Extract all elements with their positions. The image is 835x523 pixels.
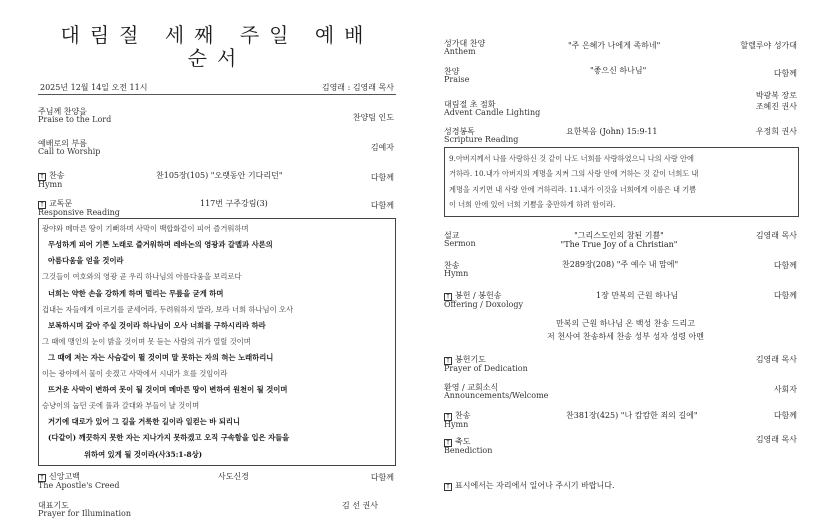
item-leader: 우정희 권사: [755, 127, 797, 136]
item-leader: 찬양팀 인도: [352, 113, 394, 123]
sermon-title: [536, 231, 702, 249]
date-line: [38, 83, 396, 95]
item-leader: 다함께: [773, 410, 797, 420]
stand-mark-icon: †: [444, 413, 452, 421]
item-detail: 찬289장(208) "주 예수 내 맘에": [562, 259, 679, 269]
item-ko-label: 대림절 초 점화: [444, 100, 496, 109]
reading-line: 위하여 있게 될 것이라(사35:1-8상): [84, 449, 203, 459]
order-item-advent-candle: [444, 93, 799, 121]
reading-line: (다같이) 깨끗하지 못한 자는 지나가지 못하겠고 오직 구속함을 입은 자들을: [48, 433, 290, 443]
item-leader-2: 조혜진 권사: [755, 102, 797, 111]
item-en-label: Announcements/Welcome: [444, 390, 549, 400]
order-item-call-to-worship: [38, 139, 396, 163]
item-en-label: Praise to the Lord: [38, 115, 112, 125]
stand-mark-icon: †: [444, 357, 452, 365]
scripture-line: 계명을 지키면 내 사랑 안에 거하리라. 11.내가 이것을 너희에게 이름은 내 기쁨: [449, 184, 697, 194]
item-detail: 요한복음 (John) 15:9-11: [566, 127, 658, 136]
item-leader: 다함께: [370, 201, 394, 211]
item-detail: 찬105장(105) "오랫동안 기다리던": [156, 171, 283, 181]
preacher-line: 김영래 : 김영래 목사: [321, 83, 394, 92]
reading-line: 아름다움을 얻을 것이라: [48, 256, 124, 266]
item-detail: 1장 만복의 근원 하나님: [596, 290, 679, 300]
item-leader: 할렐루야 성가대: [740, 41, 797, 50]
responsive-reading-box: [38, 218, 396, 465]
item-leader: 다함께: [773, 69, 797, 78]
item-detail: "주 은혜가 나에게 족하네": [568, 41, 661, 50]
item-en-label: Scripture Reading: [444, 135, 519, 145]
stand-mark-icon: †: [38, 173, 46, 181]
reading-line: 거기에 대로가 있어 그 길을 거룩한 길이라 일컫는 바 되리니: [48, 417, 241, 427]
item-detail: 찬381장(425) "나 캄캄한 죄의 길에": [566, 410, 698, 420]
reading-line: 그 때에 저는 자는 사슴같이 뛸 것이며 말 못하는 자의 혀는 노래하리니: [48, 352, 274, 362]
stand-mark-icon: †: [444, 483, 452, 491]
item-ko-label: 봉헌기도: [455, 354, 486, 364]
preacher-name: 김영래 목사: [352, 83, 394, 92]
order-item-benediction: [444, 434, 799, 459]
item-en-label: Advent Candle Lighting: [444, 108, 541, 118]
sermon-title-ko: "그리스도인의 참된 기쁨": [574, 230, 664, 240]
item-en-label: Prayer for Illumination: [38, 508, 131, 518]
doxology-line: 저 천사여 찬송하세 찬송 성부 성자 성령 아멘: [547, 331, 704, 341]
stand-mark-icon: †: [444, 439, 452, 447]
item-leader: 다함께: [773, 290, 797, 300]
item-en-label: Praise: [444, 75, 470, 85]
item-detail: 사도신경: [218, 471, 249, 481]
item-ko-label: 봉헌 / 봉헌송: [455, 290, 502, 300]
item-en-label: Benediction: [444, 445, 493, 455]
bulletin-title: 대림절 세째 주일 예배 순서: [60, 23, 374, 70]
item-ko-label: 예배로의 부름: [38, 139, 87, 149]
item-en-label: Hymn: [444, 419, 469, 429]
order-item-praise-song: [444, 67, 799, 93]
item-ko-label: 찬송: [49, 171, 65, 181]
item-leader: 김예자: [370, 143, 394, 153]
item-ko-label: 찬송: [444, 260, 460, 270]
reading-line: 광야와 메마른 땅이 기뻐하며 사막이 백합화같이 피어 즐거워하며: [42, 224, 249, 234]
item-en-label: Offering / Doxology: [444, 299, 523, 309]
scripture-line: 거하라. 10.내가 아버지의 계명을 지켜 그의 사랑 안에 거하는 것 같이 너희도 내: [449, 169, 699, 179]
item-leader: 김영래 목사: [755, 354, 797, 364]
item-en-label: Prayer of Dedication: [444, 363, 528, 373]
item-leader: 다함께: [370, 173, 394, 183]
item-ko-label: 주님께 찬양을: [38, 107, 87, 117]
scripture-line: 9.아버지께서 나를 사랑하신 것 같이 나도 너희를 사랑하였으니 나의 사랑 안에: [449, 154, 694, 163]
doxology-lyrics: [444, 317, 799, 343]
reading-line: 승냥이의 눕던 곳에 풀과 갈대와 부들이 날 것이며: [42, 401, 200, 411]
item-ko-label: 신앙고백: [49, 471, 80, 481]
stand-mark-icon: †: [38, 201, 46, 209]
order-item-hymn-2: [444, 261, 799, 283]
footer-note-text: 표시에서는 자리에서 일어나 주시기 바랍니다.: [455, 480, 615, 490]
item-ko-label: 설교: [444, 230, 460, 240]
item-ko-label: 성가대 찬양: [444, 39, 486, 48]
service-date: 2025년 12월 14일 오전 11시: [40, 83, 148, 92]
item-en-label: Hymn: [38, 180, 63, 190]
right-column: [444, 0, 799, 491]
doxology-line: 만복의 근원 하나님 온 백성 찬송 드리고: [556, 318, 695, 328]
item-en-label: Sermon: [444, 238, 476, 248]
item-en-label: Call to Worship: [38, 147, 101, 157]
item-leader: 사회자: [773, 384, 797, 394]
stand-mark-icon: †: [38, 474, 46, 482]
order-item-hymn-1: [38, 171, 396, 195]
reading-line: 이는 광야에서 물이 솟겠고 사막에서 시내가 흐를 것임이라: [42, 369, 228, 379]
item-ko-label: 찬송: [455, 410, 471, 420]
scripture-line: 이 너희 안에 있어 너희 기쁨을 충만하게 하려 함이라.: [449, 200, 616, 210]
left-column: [38, 0, 396, 523]
order-item-praise: [38, 107, 396, 131]
item-ko-label: 찬양: [444, 67, 460, 76]
item-ko-label: 교독문: [49, 199, 73, 209]
item-en-label: The Apostle's Creed: [38, 480, 120, 490]
order-item-announcements: [444, 383, 799, 405]
order-item-scripture: [444, 127, 799, 147]
order-item-prayer: [38, 501, 396, 523]
item-ko-label: 성경봉독: [444, 127, 475, 136]
sermon-title-en: "The True Joy of a Christian": [560, 239, 678, 249]
item-leader: 김 선 권사: [342, 500, 378, 510]
order-item-hymn-3: [444, 411, 799, 433]
item-detail: "좋으신 하나님": [590, 66, 647, 75]
item-detail: 117번 구주강림(3): [200, 199, 268, 209]
item-ko-label: 축도: [455, 436, 471, 446]
item-leader: 박광복 장로: [755, 91, 797, 100]
reading-line: 겁내는 자들에게 이르기를 굳세어라, 두려워하지 말라, 보라 너희 하나님이 오사: [42, 304, 294, 314]
reading-line: 보복하시며 갚아 주실 것이라 하나님이 오사 너희를 구하시리라 하라: [48, 320, 266, 330]
reading-line: 그 때에 맹인의 눈이 밝을 것이며 못 듣는 사람의 귀가 열릴 것이며: [42, 336, 251, 346]
scripture-box: [444, 147, 799, 217]
item-en-label: Hymn: [444, 268, 469, 278]
item-en-label: Responsive Reading: [38, 208, 120, 218]
order-item-dedication: [444, 355, 799, 377]
item-ko-label: 대표기도: [38, 500, 69, 510]
item-leader: 다함께: [773, 260, 797, 270]
item-ko-label: 환영 / 교회소식: [444, 382, 499, 392]
order-item-sermon: [444, 231, 799, 257]
item-leader: 다함께: [370, 472, 394, 482]
footer-note: [444, 481, 799, 491]
item-en-label: Anthem: [444, 47, 476, 57]
item-leader: 김영래 목사: [755, 230, 797, 240]
order-item-anthem: [444, 39, 799, 63]
order-item-responsive-reading: [38, 199, 396, 217]
order-item-creed: [38, 472, 396, 494]
order-item-offering: [444, 291, 799, 313]
reading-line: 뜨거운 사막이 변하여 못이 될 것이며 메마른 땅이 변하여 원천이 될 것이며: [48, 385, 288, 395]
reading-line: 그것들이 여호와의 영광 곧 우리 하나님의 아름다움을 보리로다: [42, 272, 242, 282]
item-leader: 김영래 목사: [755, 434, 797, 444]
reading-line: 무성하게 피어 기쁜 노래로 즐거워하며 레바논의 영광과 갈멜과 사론의: [48, 240, 273, 250]
reading-line: 너희는 약한 손을 강하게 하며 떨리는 무릎을 굳게 하며: [48, 288, 224, 298]
stand-mark-icon: †: [444, 293, 452, 301]
